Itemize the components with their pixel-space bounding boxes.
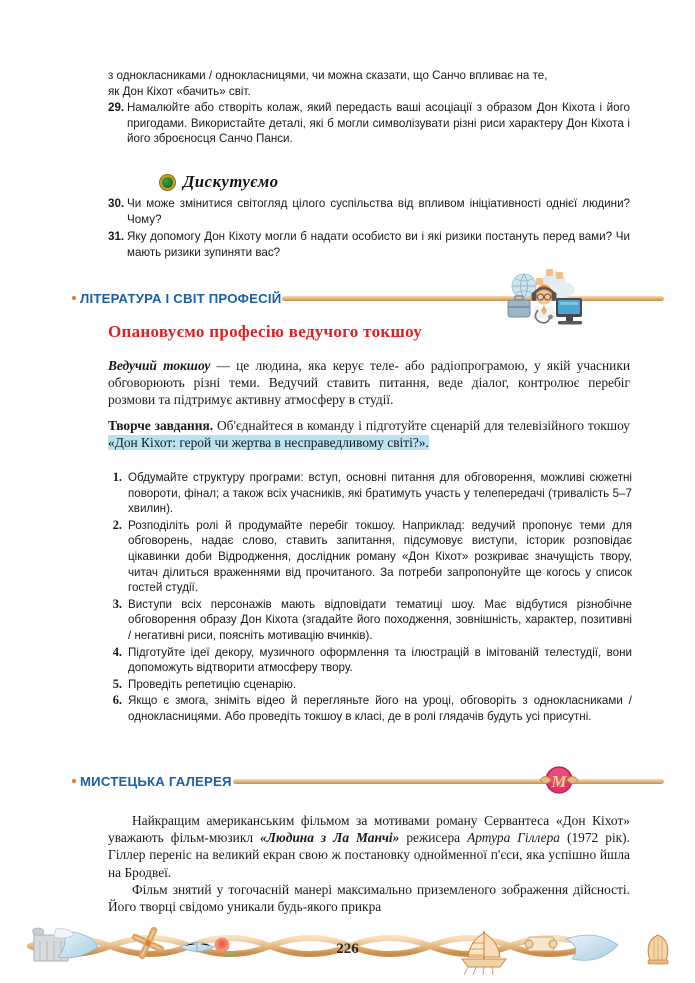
exercise-item-29 (108, 100, 630, 147)
definition-body: — це людина, яка керує теле- або радіопрограмою, у якій учасники обговорюють різні теми. Ведучий ставить питання, веде діалог, контролює перебіг розмови та підтримує активну атмосферу в студії. (108, 358, 630, 408)
gallery-p1-director-name: Артура Гіллера (467, 830, 560, 846)
discuss-number: 30. (108, 197, 125, 210)
professions-collage-illustration (498, 266, 588, 338)
creative-task-lead: Об'єднайтеся в команду і підготуйте сценарій для телевізійного токшоу (213, 418, 630, 433)
creative-task-label: Творче завдання. (108, 418, 214, 433)
task-step (108, 597, 632, 644)
task-step-text: Підготуйте ідеї декору, музичного оформлення та ілюстрацій в імітованій телестудії, вони допоможуть відтворити атмосферу твору. (128, 645, 632, 675)
discuss-item-30 (108, 196, 630, 227)
gallery-paragraph-1 (108, 812, 630, 881)
creative-task-highlight: «Дон Кіхот: герой чи жертва в несправедливому світі?». (108, 435, 429, 451)
section-rule-divider (282, 296, 664, 301)
gallery-p1-part-4: (1972 рік). Гіллер переніс на великий екран свою ж постановку однойменної п'єси, яка успішно йшла на Бродвеї. (108, 830, 630, 880)
professions-subheading: Опановуємо професію ведучого токшоу (108, 322, 423, 341)
task-step-text: Обдумайте структуру програми: вступ, основні питання для обговорення, можливі сюжетні повороти, фінал; а також всіх учасників, які братимуть участь у телепередачі (тривалість 5–7 хвилин). (128, 471, 632, 516)
svg-text:M: M (551, 772, 567, 791)
task-step-number: 2. (112, 517, 122, 532)
task-step (108, 645, 632, 676)
page-number: 226 (336, 941, 359, 957)
top-exercise-block (108, 68, 630, 147)
gallery-paragraph-2 (108, 881, 630, 915)
task-step-text: Виступи всіх персонажів мають відповідати тематиці шоу. Має відбутися різнобічне обговорення образу Дон Кіхота (згадайте його походження, зовнішність, характер, позитивні / негативні риси, поясніть мотивацію вчинків). (128, 597, 632, 642)
section-header-label: ЛІТЕРАТУРА І СВІТ ПРОФЕСІЙ (80, 290, 282, 306)
definition-term: Ведучий токшоу (108, 358, 211, 373)
task-steps-list (108, 470, 632, 726)
discuss-number: 31. (108, 230, 125, 244)
creative-task-block (108, 417, 630, 451)
discuss-text: Чи може змінитися світогляд цілого суспільства від впливом ініціативності однієї людини? Чому? (127, 197, 630, 226)
task-step (108, 518, 632, 596)
discuss-text: Яку допомогу Дон Кіхоту могли б надати особисто ви і які ризики постануть перед вами? Чи мають ризики зупиняти вас? (127, 230, 630, 259)
discuss-rubric-header (108, 172, 630, 192)
exercise-number: 29. (108, 101, 125, 115)
art-gallery-monogram-medallion (536, 760, 582, 800)
section-rule-divider (233, 779, 664, 784)
gallery-p1-film-title: «Людина з Ла Манчі» (260, 830, 400, 846)
exercise-text: Намалюйте або створіть колаж, який передасть ваші асоціації з образом Дон Кіхота і його пригодами. Використайте деталі, які б могли символізувати різні риси характеру Дон Кіхота і його зброєносця Санчо Панси. (127, 101, 630, 146)
green-bullet-icon (162, 177, 173, 188)
discuss-rubric-block (108, 166, 630, 260)
task-step-number: 3. (112, 596, 122, 611)
gallery-p1-part-2: режисера (399, 830, 468, 846)
task-step-number: 1. (112, 470, 122, 484)
task-step-number: 4. (112, 644, 122, 659)
section-bullet-icon (72, 779, 76, 783)
carryover-line-2: як Дон Кіхот «бачить» світ. (108, 84, 251, 98)
gallery-p1-part-0: Найкращим американським фільмом за мотивами роману Сервантеса «Дон Кіхот» уважають фільм-мюзикл (108, 813, 630, 846)
section-header-label: МИСТЕЦЬКА ГАЛЕРЕЯ (80, 773, 232, 789)
task-step-number: 5. (112, 676, 122, 691)
discuss-rubric-title: Дискутуємо (183, 172, 279, 191)
task-step-text: Розподіліть ролі й продумайте перебіг токшоу. Наприклад: ведучий пропонує теми для обговорень, надає слово, ставить запитання, підсумовує виступи, історик розповідає цікавинки доби Відродження, дослідник роману «Дон Кіхот» розкриває значущість твору, читач ділиться враженнями від прочитаного. За потреби запропонуйте ще когось у список гостей студії. (128, 518, 632, 595)
gallery-p2-text: Фільм знятий у тогочасній манері максимально приземленого зображення дійсності. Його творці свідомо уникали будь-якого прикра (108, 881, 630, 915)
discuss-item-31 (108, 229, 630, 260)
task-step-text: Якщо є змога, зніміть відео й перегляньте його на уроці, обговоріть з однокласниками / однокласницями. Або проведіть токшоу в класі, де в ролі глядачів будуть усі присутні. (128, 694, 632, 723)
definition-text (108, 357, 630, 409)
task-step (108, 677, 632, 693)
task-step (108, 470, 632, 517)
definition-paragraph (108, 357, 630, 409)
gallery-paragraphs (108, 812, 630, 915)
section-bullet-icon (72, 296, 76, 300)
task-step-number: 6. (112, 693, 122, 708)
creative-task-text (108, 417, 630, 451)
steps-ordered-list (108, 470, 632, 725)
carryover-line-1: з однокласниками / однокласницями, чи можна сказати, що Санчо впливає на те, (108, 69, 548, 82)
task-step (108, 693, 632, 724)
task-step-text: Проведіть репетицію сценарію. (128, 677, 297, 691)
